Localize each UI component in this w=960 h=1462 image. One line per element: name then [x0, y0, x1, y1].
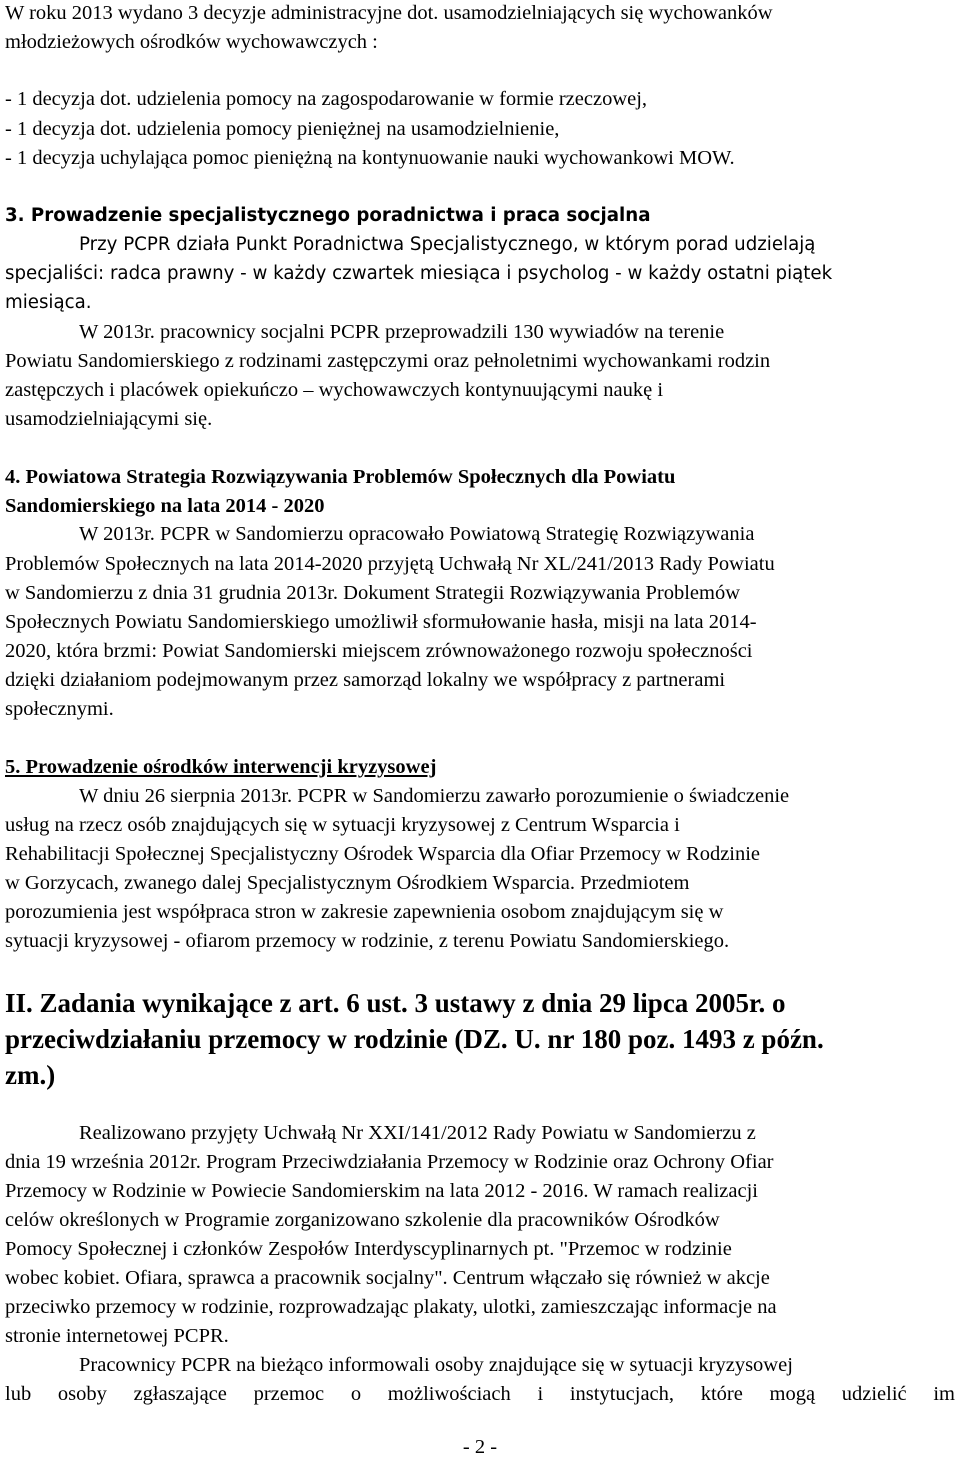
list-item: - 1 decyzja dot. udzielenia pomocy pieniężnej na usamodzielnienie, — [5, 118, 560, 140]
paragraph-line: lub osoby zgłaszające przemoc o możliwościach i instytucjach, które mogą udzielić im — [5, 1383, 955, 1405]
paragraph-line: młodzieżowych ośrodków wychowawczych : — [5, 31, 378, 53]
section-heading: 3. Prowadzenie specjalistycznego poradnictwa i praca socjalna — [5, 205, 651, 226]
paragraph-line: Przemocy w Rodzinie w Powiecie Sandomierskim na lata 2012 - 2016. W ramach realizacji — [5, 1180, 758, 1202]
paragraph-line: Rehabilitacji Społecznej Specjalistyczny Ośrodek Wsparcia dla Ofiar Przemocy w Rodzinie — [5, 843, 761, 865]
paragraph-line: W dniu 26 sierpnia 2013r. PCPR w Sandomierzu zawarło porozumienie o świadczenie — [79, 785, 790, 807]
list-item: - 1 decyzja dot. udzielenia pomocy na zagospodarowanie w formie rzeczowej, — [5, 88, 648, 110]
paragraph-line: W roku 2013 wydano 3 decyzje administracyjne dot. usamodzielniających się wychowanków — [5, 2, 773, 24]
paragraph-line: zastępczych i placówek opiekuńczo – wychowawczych kontynuującymi naukę i — [5, 379, 664, 401]
paragraph-line: Społecznych Powiatu Sandomierskiego umożliwił sformułowanie hasła, misji na lata 2014- — [5, 611, 757, 633]
section-heading: 5. Prowadzenie ośrodków interwencji kryzysowej — [5, 756, 437, 778]
paragraph-line: miesiąca. — [5, 292, 92, 313]
paragraph-line: społecznymi. — [5, 698, 114, 720]
paragraph-line: usamodzielniającymi się. — [5, 408, 213, 430]
section-heading: 4. Powiatowa Strategia Rozwiązywania Problemów Społecznych dla Powiatu — [5, 466, 676, 488]
paragraph-line: sytuacji kryzysowej - ofiarom przemocy w rodzinie, z terenu Powiatu Sandomierskiego. — [5, 930, 730, 952]
paragraph-line: W 2013r. PCPR w Sandomierzu opracowało Powiatową Strategię Rozwiązywania — [79, 523, 755, 545]
paragraph-line: Przy PCPR działa Punkt Poradnictwa Specjalistycznego, w którym porad udzielają — [79, 234, 816, 255]
paragraph-line: wobec kobiet. Ofiara, sprawca a pracownik socjalny". Centrum włączało się również w akcje — [5, 1267, 770, 1289]
list-item: - 1 decyzja uchylająca pomoc pieniężną na kontynuowanie nauki wychowankowi MOW. — [5, 147, 735, 169]
paragraph-line: W 2013r. pracownicy socjalni PCPR przeprowadzili 130 wywiadów na terenie — [79, 321, 725, 343]
paragraph-line: 2020, która brzmi: Powiat Sandomierski miejscem zrównoważonego rozwoju społeczności — [5, 640, 753, 662]
paragraph-line: porozumienia jest współpraca stron w zakresie zapewnienia osobom znajdującym się w — [5, 901, 724, 923]
chapter-heading: przeciwdziałaniu przemocy w rodzinie (DZ. U. nr 180 poz. 1493 z późn. — [5, 1024, 824, 1054]
paragraph-line: Pracownicy PCPR na bieżąco informowali osoby znajdujące się w sytuacji kryzysowej — [79, 1354, 793, 1376]
paragraph-line: Pomocy Społecznej i członków Zespołów Interdyscyplinarnych pt. "Przemoc w rodzinie — [5, 1238, 732, 1260]
page-number: - 2 - — [462, 1436, 498, 1458]
section-heading: Sandomierskiego na lata 2014 - 2020 — [5, 495, 325, 517]
paragraph-line: przeciwko przemocy w rodzinie, rozprowadzając plakaty, ulotki, zamieszczając informacje na — [5, 1296, 777, 1318]
paragraph-line: w Sandomierzu z dnia 31 grudnia 2013r. Dokument Strategii Rozwiązywania Problemów — [5, 582, 740, 604]
paragraph-line: specjaliści: radca prawny - w każdy czwartek miesiąca i psycholog - w każdy ostatni piątek — [5, 263, 833, 284]
paragraph-line: Problemów Społecznych na lata 2014-2020 przyjętą Uchwałą Nr XL/241/2013 Rady Powiatu — [5, 553, 775, 575]
paragraph-line: stronie internetowej PCPR. — [5, 1325, 229, 1347]
paragraph-line: Powiatu Sandomierskiego z rodzinami zastępczymi oraz pełnoletnimi wychowankami rodzin — [5, 350, 771, 372]
chapter-heading: II. Zadania wynikające z art. 6 ust. 3 ustawy z dnia 29 lipca 2005r. o — [5, 988, 786, 1018]
paragraph-line: dzięki działaniom podejmowanym przez samorząd lokalny we współpracy z partnerami — [5, 669, 726, 691]
paragraph-line: dnia 19 września 2012r. Program Przeciwdziałania Przemocy w Rodzinie oraz Ochrony Ofiar — [5, 1151, 774, 1173]
chapter-heading: zm.) — [5, 1060, 56, 1090]
paragraph-line: celów określonych w Programie zorganizowano szkolenie dla pracowników Ośrodków — [5, 1209, 720, 1231]
paragraph-line: usług na rzecz osób znajdujących się w sytuacji kryzysowej z Centrum Wsparcia i — [5, 814, 680, 836]
paragraph-line: w Gorzycach, zwanego dalej Specjalistycznym Ośrodkiem Wsparcia. Przedmiotem — [5, 872, 690, 894]
paragraph-line: Realizowano przyjęty Uchwałą Nr XXI/141/2012 Rady Powiatu w Sandomierzu z — [79, 1122, 756, 1144]
